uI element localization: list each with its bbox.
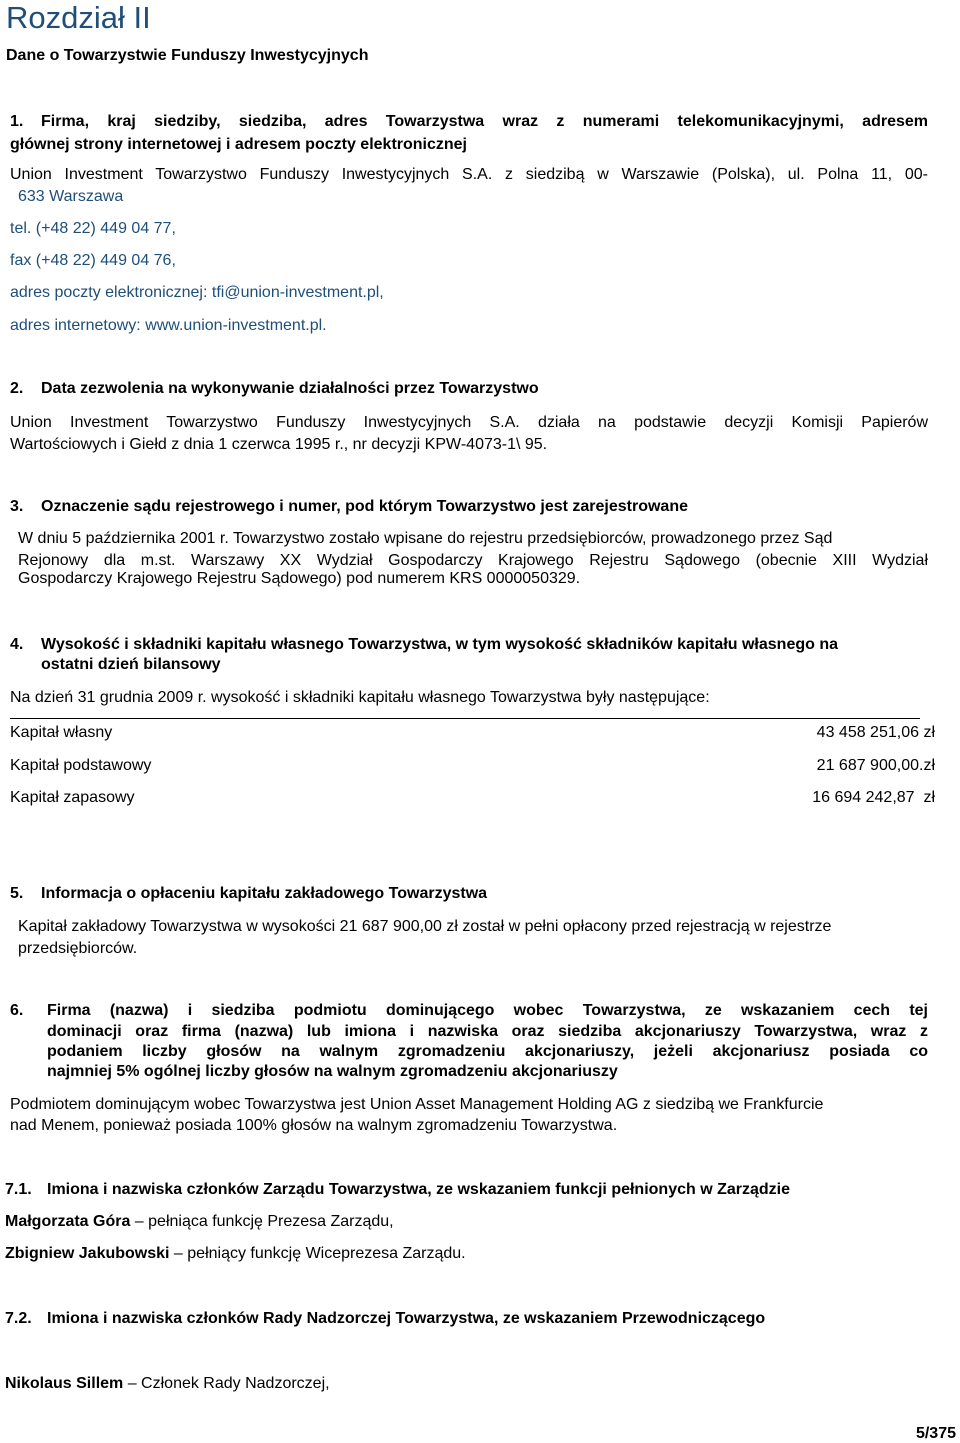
capital-table-rule bbox=[10, 718, 920, 719]
capital-row-amount: 16 694 242,87 zł bbox=[812, 789, 935, 806]
section-4-heading-line1: Wysokość i składniki kapitału własnego Towarzystwa, w tym wysokość składników kapitału własnego na bbox=[41, 636, 838, 653]
section-7-1-number: 7.1. bbox=[5, 1181, 32, 1198]
section-2-line2: Wartościowych i Giełd z dnia 1 czerwca 1995 r., nr decyzji KPW-4073-1\ 95. bbox=[10, 436, 548, 453]
section-1-tel: tel. (+48 22) 449 04 77, bbox=[10, 220, 176, 237]
section-1-www bbox=[10, 317, 327, 335]
capital-row-label: Kapitał podstawowy bbox=[10, 757, 152, 774]
section-1-www-link[interactable]: www.union-investment.pl bbox=[145, 317, 323, 334]
section-1-company-line1 bbox=[10, 166, 928, 184]
section-6-heading-line3: podaniem liczby głosów na walnym zgromadzeniu akcjonariuszy, jeżeli akcjonariusz posiada co bbox=[47, 1043, 928, 1060]
section-3-line1: W dniu 5 października 2001 r. Towarzystwo zostało wpisane do rejestru przedsiębiorców, prowadzonego przez Sąd bbox=[18, 530, 833, 547]
section-3-line3: Gospodarczy Krajowego Rejestru Sądowego) pod numerem KRS 0000050329. bbox=[18, 570, 581, 587]
board-member-role: – pełniący funkcję Wiceprezesa Zarządu. bbox=[169, 1245, 466, 1262]
section-1-company-line2: 633 Warszawa bbox=[18, 188, 124, 205]
chapter-title: Rozdział II bbox=[6, 0, 151, 35]
section-1-www-label: adres internetowy: bbox=[10, 317, 146, 334]
section-3-number: 3. bbox=[10, 498, 24, 515]
section-6-number: 6. bbox=[10, 1002, 24, 1019]
board-member-name: Zbigniew Jakubowski bbox=[5, 1245, 170, 1262]
section-6-heading-line1: Firma (nazwa) i siedziba podmiotu dominującego wobec Towarzystwa, ze wskazaniem cech tej bbox=[47, 1002, 928, 1019]
supervisory-member-name: Nikolaus Sillem bbox=[5, 1375, 124, 1392]
section-3-line2: Rejonowy dla m.st. Warszawy XX Wydział Gospodarczy Krajowego Rejestru Sądowego (obecnie XIII Wydział bbox=[18, 552, 928, 569]
section-1-email: adres poczty elektronicznej: tfi@union-investment.pl, bbox=[10, 284, 384, 301]
section-1-heading-line2: głównej strony internetowej i adresem poczty elektronicznej bbox=[10, 136, 467, 153]
supervisory-member bbox=[5, 1375, 330, 1393]
section-1-number: 1. bbox=[10, 113, 24, 130]
supervisory-member-role: – Członek Rady Nadzorczej, bbox=[123, 1375, 330, 1392]
board-member-role: – pełniąca funkcję Prezesa Zarządu, bbox=[130, 1213, 394, 1230]
section-5-number: 5. bbox=[10, 885, 24, 902]
section-4-intro: Na dzień 31 grudnia 2009 r. wysokość i składniki kapitału własnego Towarzystwa były następujące: bbox=[10, 689, 710, 706]
board-member-name: Małgorzata Góra bbox=[5, 1213, 131, 1230]
capital-row-label: Kapitał własny bbox=[10, 724, 113, 741]
section-5-line1: Kapitał zakładowy Towarzystwa w wysokości 21 687 900,00 zł został w pełni opłacony przed rejestracją w rejestrze bbox=[18, 918, 832, 935]
section-7-2-heading: Imiona i nazwiska członków Rady Nadzorczej Towarzystwa, ze wskazaniem Przewodniczącego bbox=[47, 1310, 766, 1327]
section-6-line2: nad Menem, ponieważ posiada 100% głosów na walnym zgromadzeniu Towarzystwa. bbox=[10, 1117, 618, 1134]
section-7-2-number: 7.2. bbox=[5, 1310, 32, 1327]
section-2-heading: Data zezwolenia na wykonywanie działalności przez Towarzystwo bbox=[41, 380, 539, 397]
section-2-line1: Union Investment Towarzystwo Funduszy Inwestycyjnych S.A. działa na podstawie decyzji Komisji Papierów bbox=[10, 414, 928, 431]
section-1-www-end: . bbox=[322, 317, 327, 334]
section-7-1-heading: Imiona i nazwiska członków Zarządu Towarzystwa, ze wskazaniem funkcji pełnionych w Zarządzie bbox=[47, 1181, 791, 1198]
section-4-heading-line2: ostatni dzień bilansowy bbox=[41, 656, 221, 673]
page-number: 5/375 bbox=[915, 1425, 956, 1442]
section-3-heading: Oznaczenie sądu rejestrowego i numer, pod którym Towarzystwo jest zarejestrowane bbox=[41, 498, 688, 515]
section-5-heading: Informacja o opłaceniu kapitału zakładowego Towarzystwa bbox=[41, 885, 488, 902]
section-1-company-text: Union Investment Towarzystwo Funduszy Inwestycyjnych S.A. z siedzibą w Warszawie (Polska), ul. Polna 11, 00- bbox=[10, 166, 928, 183]
board-member bbox=[5, 1213, 394, 1231]
capital-row-amount: 21 687 900,00.zł bbox=[816, 757, 935, 774]
section-1-fax: fax (+48 22) 449 04 76, bbox=[10, 252, 176, 269]
section-2-number: 2. bbox=[10, 380, 24, 397]
capital-row-label: Kapitał zapasowy bbox=[10, 789, 135, 806]
section-6-line1: Podmiotem dominującym wobec Towarzystwa jest Union Asset Management Holding AG z siedzibą we Frankfurcie bbox=[10, 1096, 824, 1113]
chapter-subtitle: Dane o Towarzystwie Funduszy Inwestycyjnych bbox=[6, 47, 369, 64]
section-1-heading-line1: Firma, kraj siedziby, siedziba, adres Towarzystwa wraz z numerami telekomunikacyjnymi, adresem bbox=[41, 113, 928, 130]
board-member bbox=[5, 1245, 466, 1263]
section-4-number: 4. bbox=[10, 636, 24, 653]
section-6-heading-line2: dominacji oraz firma (nazwa) lub imiona i nazwiska oraz siedziba akcjonariuszy Towarzystwa, wraz z bbox=[47, 1023, 928, 1040]
section-6-heading-line4: najmniej 5% ogólnej liczby głosów na walnym zgromadzeniu akcjonariuszy bbox=[47, 1063, 618, 1080]
section-5-line2: przedsiębiorców. bbox=[18, 940, 138, 957]
capital-row-amount: 43 458 251,06 zł bbox=[816, 724, 935, 741]
